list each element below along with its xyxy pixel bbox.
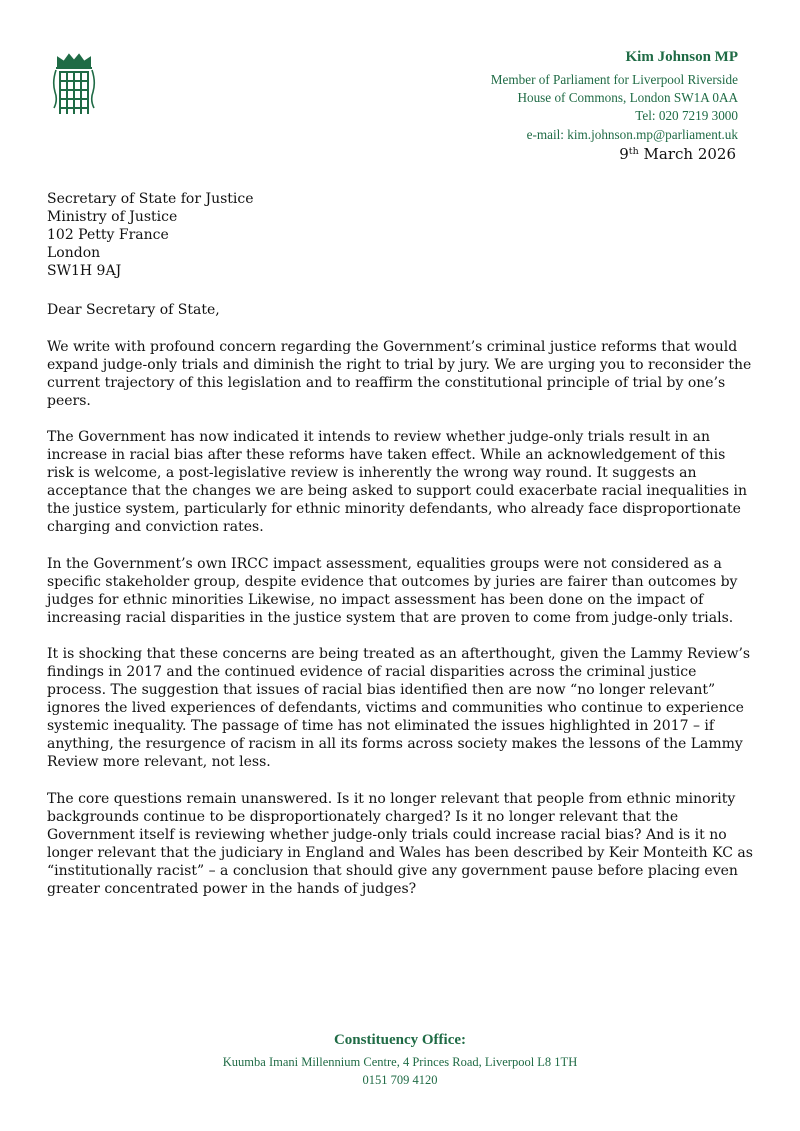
recipient-line: 102 Petty France: [47, 227, 169, 244]
letter-body: [47, 190, 753, 898]
footer-address: Kuumba Imani Millennium Centre, 4 Princes Road, Liverpool L8 1TH: [222, 1055, 578, 1069]
recipient-address: [47, 190, 753, 280]
mp-address: House of Commons, London SW1A 0AA: [517, 90, 738, 106]
paragraph: We write with profound concern regarding the Government’s criminal justice reforms that would expand judge-only trials and diminish the right to trial by jury. We are urging you to reconsider the current trajectory of this legislation and to reaffirm the constitutional principle of trial by one’s peers.: [47, 338, 752, 409]
letter-date: [619, 145, 736, 163]
recipient-line: Ministry of Justice: [47, 209, 178, 226]
mp-email: e-mail: kim.johnson.mp@parliament.uk: [526, 126, 738, 142]
mp-role: Member of Parliament for Liverpool Riverside: [490, 72, 738, 87]
mp-telephone: Tel: 020 7219 3000: [635, 108, 738, 124]
date-suffix: th: [628, 146, 639, 157]
constituency-office-footer: [0, 1032, 800, 1089]
paragraph: It is shocking that these concerns are being treated as an afterthought, given the Lammy Review’s findings in 2017 and the continued evidence of racial disparities across the criminal justice process. The suggestion that issues of racial bias identified then are now “no longer relevant” ignores the lived experiences of defendants, victims and communities who continue to experience systemic inequality. The passage of time has not eliminated the issues highlighted in 2017 – if anything, the resurgence of racism in all its forms across society makes the lessons of the Lammy Review more relevant, not less.: [47, 645, 751, 771]
date-month-year: March 2026: [643, 145, 736, 163]
recipient-line: London: [47, 245, 101, 262]
paragraph: In the Government’s own IRCC impact assessment, equalities groups were not considered as a specific stakeholder group, despite evidence that outcomes by juries are fairer than outcomes by judges for ethnic minorities Likewise, no impact assessment has been done on the impact of increasing racial disparities in the justice system that are proven to come from judge-only trials.: [47, 555, 738, 626]
portcullis-icon: [52, 52, 96, 118]
salutation: Dear Secretary of State,: [47, 302, 220, 319]
recipient-line: Secretary of State for Justice: [47, 191, 254, 207]
mp-name: Kim Johnson MP: [625, 49, 738, 65]
paragraph: The core questions remain unanswered. Is it no longer relevant that people from ethnic minority backgrounds continue to be disproportionately charged? Is it no longer relevant that the Government itself is reviewing whether judge-only trials could increase racial bias? And is it no longer relevant that the judiciary in England and Wales has been described by Keir Monteith KC as “institutionally racist” – a conclusion that should give any government pause before placing even greater concentrated power in the hands of judges?: [47, 790, 753, 897]
recipient-line: SW1H 9AJ: [47, 263, 122, 280]
paragraph: The Government has now indicated it intends to review whether judge-only trials result in an increase in racial bias after these reforms have taken effect. While an acknowledgement of this risk is welcome, a post-legislative review is inherently the wrong way round. It suggests an acceptance that the changes we are being asked to support could exacerbate racial inequalities in the justice system, particularly for ethnic minority defendants, who already face disproportionate charging and conviction rates.: [47, 428, 747, 536]
footer-phone: 0151 709 4120: [362, 1073, 438, 1087]
date-day: 9: [619, 145, 629, 163]
footer-title: Constituency Office:: [333, 1032, 467, 1048]
letterhead: [318, 49, 738, 144]
